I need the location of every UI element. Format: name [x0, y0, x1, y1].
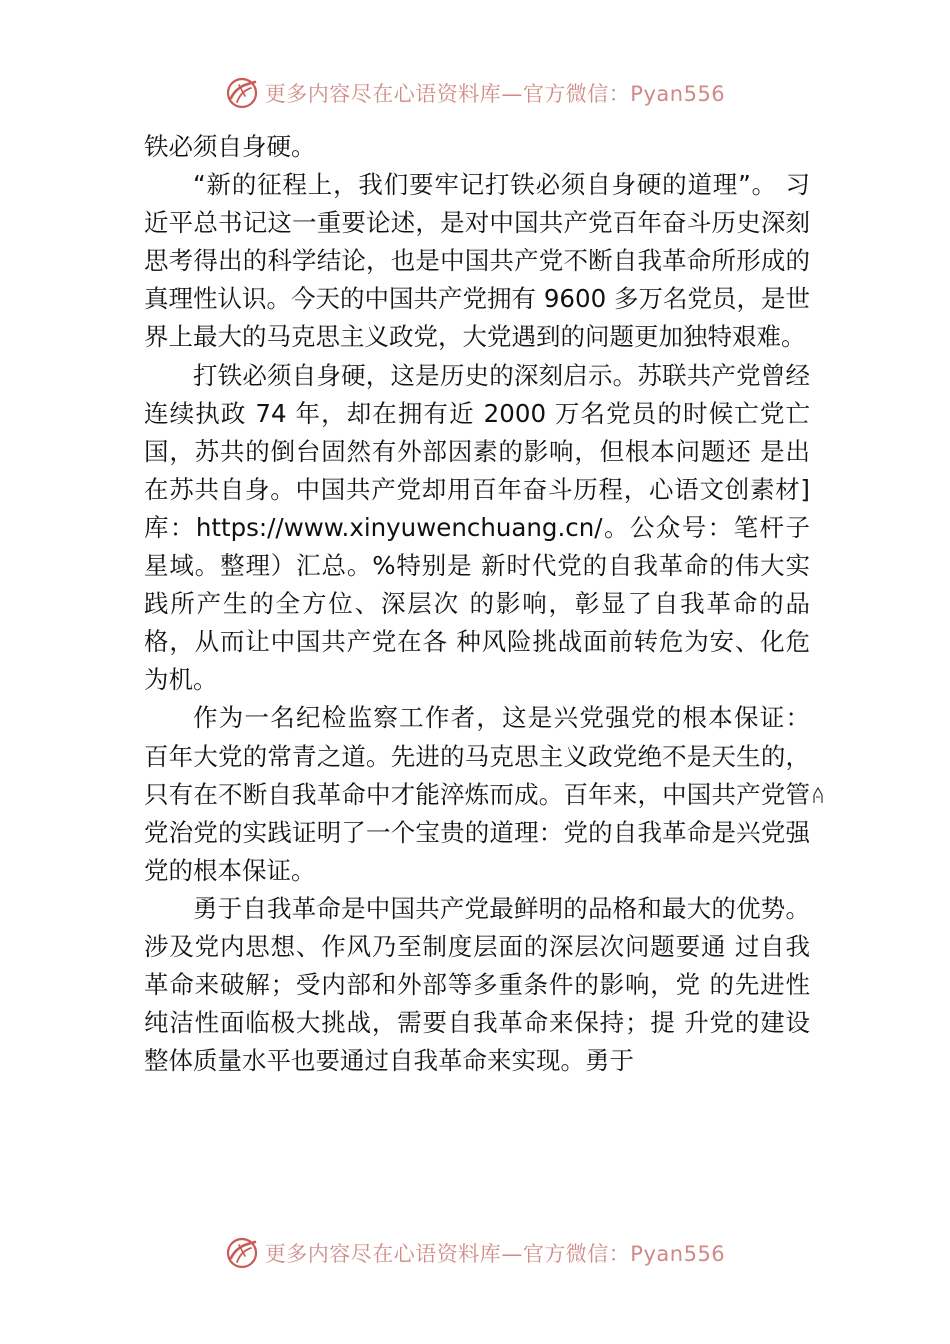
footer-banner-text [265, 1238, 725, 1268]
paragraph-4: 作为一名纪检监察工作者，这是兴党强党的根本保证： 百年大党的常青之道。先进的马克思主义政党绝不是天生的，只有在不断自我革命中才能淬炼而成。百年来，中国共产党管党治党的实践证明了一个宝贵的道理：党的自我革命是兴党强党的根本保证。 [144, 703, 810, 885]
brand-logo-icon [225, 1236, 259, 1270]
document-body [144, 128, 810, 1080]
header-banner-wechat: —官方微信：Pyan556 [501, 82, 726, 106]
brand-logo-icon [225, 76, 259, 110]
header-banner-main: 更多内容尽在心语资料库 [264, 82, 502, 106]
paragraph-1: 铁必须自身硬。 [144, 132, 316, 161]
header-banner [0, 71, 950, 115]
paragraph-5: 勇于自我革命是中国共产党最鲜明的品格和最大的优势。涉及党内思想、作风乃至制度层面的深层次问题要通 过自我革命来破解；受内部和外部等多重条件的影响，党 的先进性纯洁性面临极大挑战，需要自我革命来保持；提 升党的建设整体质量水平也要通过自我革命来实现。勇于 [144, 893, 810, 1076]
paragraph-2: “新的征程上，我们要牢记打铁必须自身硬的道理”。 习近平总书记这一重要论述，是对中国共产党百年奋斗历史深刻思考得出的科学结论，也是中国共产党不断自我革命所形成的真理性认识。今天的中国共产党拥有 9600 多万名党员，是世界上最大的马克思主义政党，大党遇到的问题更加独特艰难。 [144, 170, 810, 352]
footer-banner-main: 更多内容尽在心语资料库 [264, 1242, 502, 1266]
header-banner-text [265, 78, 725, 108]
paragraph-3: 打铁必须自身硬，这是历史的深刻启示。苏联共产党曾经连续执政 74 年，却在拥有近 2000 万名党员的时候亡党亡国，苏共的倒台固然有外部因素的影响，但根本问题还 是出在苏共自身。中国共产党却用百年奋斗历程，心语文创素材]库：https://www.xinyuwenchuang.cn/。公众号：笔杆子星域。整理）汇总。%特别是 新时代党的自我革命的伟大实践所产生的全方位、深层次 的影响，彰显了自我革命的品格，从而让中国共产党在各 种风险挑战面前转危为安、化危为机。 [144, 360, 810, 695]
margin-mark-icon [810, 785, 826, 805]
footer-banner [0, 1231, 950, 1275]
footer-banner-wechat: —官方微信：Pyan556 [501, 1242, 726, 1266]
